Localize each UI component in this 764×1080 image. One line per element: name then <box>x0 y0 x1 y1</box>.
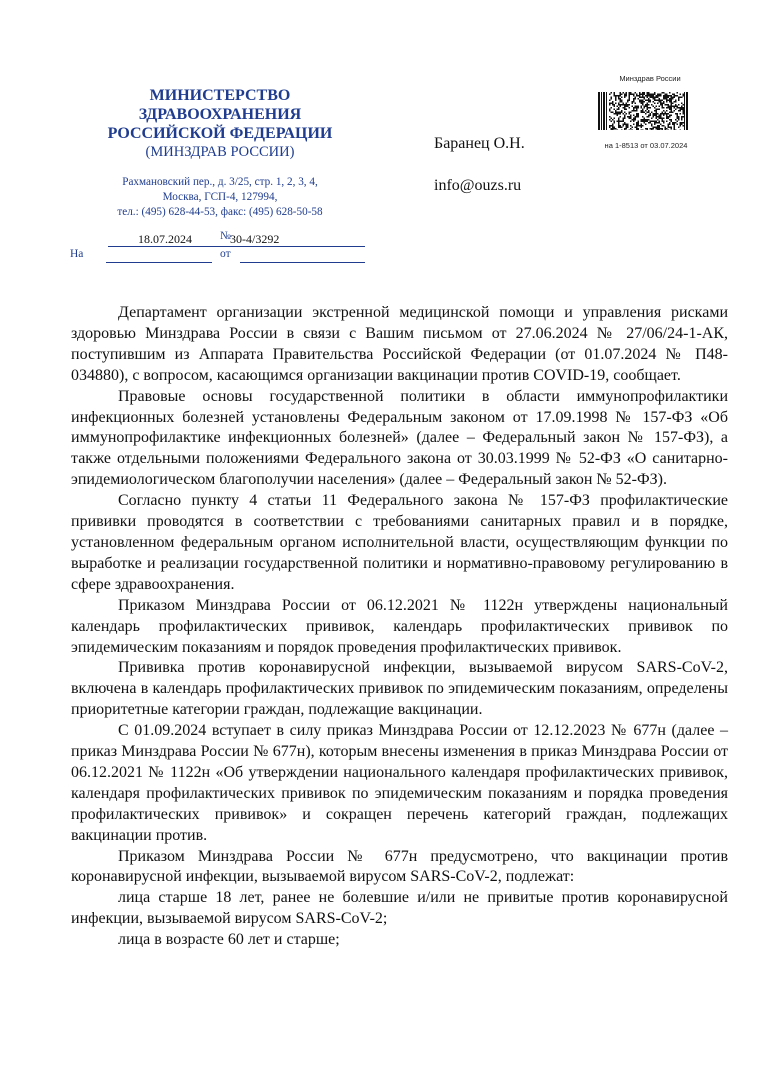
barcode-image <box>598 92 688 130</box>
letter-body <box>71 303 728 951</box>
number-label: № <box>220 230 231 242</box>
from-label: от <box>220 248 231 260</box>
body-paragraph: С 01.09.2024 вступает в силу приказ Минздрава России от 12.12.2023 № 677н (далее – приказ Минздрава России № 677н), которым внесены изменения в приказ Минздрава России от 06.12.2021 № 1122н «Об утверждении национального календаря профилактических прививок, календаря профилактических прививок по эпидемическим показаниям и порядка проведения профилактических прививок» и сокращен перечень категорий граждан, подлежащих вакцинации против. <box>71 722 728 844</box>
in-reply-underline <box>106 262 212 263</box>
stamp-incoming-number: на 1-8513 от 03.07.2024 <box>604 141 688 150</box>
body-paragraph: Департамент организации экстренной медицинской помощи и управления рисками здоровью Минздрава России в связи с Вашим письмом от 27.06.2024 № 27/06/24-1-АК, поступившим из Аппарата Правительства Российской Федерации (от 01.07.2024 № П48-034880), с вопросом, касающимся организации вакцинации против COVID-19, сообщает. <box>71 304 728 384</box>
body-paragraph: лица старше 18 лет, ранее не болевшие и/или не привитые против коронавирусной инфекции, вызываемой вирусом SARS-CoV-2; <box>71 889 728 928</box>
ministry-name-line: ЗДРАВООХРАНЕНИЯ <box>138 106 302 123</box>
in-reply-label: На <box>70 248 84 260</box>
body-paragraph: Приказом Минздрава России от 06.12.2021 № 1122н утверждены национальный календарь профилактических прививок, календарь профилактических прививок по эпидемическим показаниям и порядок проведения профилактических прививок. <box>71 596 728 656</box>
recipient-name: Баранец О.Н. <box>434 135 525 152</box>
recipient-block <box>434 134 525 196</box>
number-underline <box>220 246 365 247</box>
registration-date: 18.07.2024 <box>138 232 192 246</box>
body-paragraph: Прививка против коронавирусной инфекции, вызываемой вирусом SARS-CoV-2, включена в календарь профилактических прививок по эпидемическим показаниям, определены приоритетные категории граждан, подлежащие вакцинации. <box>71 659 728 719</box>
registration-number: 30-4/3292 <box>230 232 280 246</box>
address-line: тел.: (495) 628-44-53, факс: (495) 628-50-58 <box>117 206 323 218</box>
body-paragraph: Приказом Минздрава России № 677н предусмотрено, что вакцинации против коронавирусной инфекции, вызываемой вирусом SARS-CoV-2, подлежат: <box>71 847 728 886</box>
body-paragraph: лица в возрасте 60 лет и старше; <box>118 931 340 949</box>
stamp-organization: Минздрав России <box>619 74 681 83</box>
body-paragraph: Согласно пункту 4 статьи 11 Федерального закона № 157-ФЗ профилактические прививки проводятся в соответствии с требованиями санитарных правил и в порядке, установленном федеральным органом исполнительной власти, осуществляющим функции по выработке и реализации государственной политики и нормативно-правовому регулированию в сфере здравоохранения. <box>71 492 728 593</box>
ministry-abbreviation: (МИНЗДРАВ РОССИИ) <box>145 144 295 160</box>
from-underline <box>240 262 365 263</box>
body-paragraph: Правовые основы государственной политики в области иммунопрофилактики инфекционных болезней установлены Федеральным законом от 17.09.1998 № 157-ФЗ «Об иммунопрофилактике инфекционных болезней» (далее – Федеральный закон № 157-ФЗ), а также отдельными положениями Федерального закона от 30.03.1999 № 52-ФЗ «О санитарно-эпидемиологическом благополучии населения» (далее – Федеральный закон № 52-ФЗ). <box>71 387 728 489</box>
ministry-letterhead <box>100 86 340 220</box>
recipient-email: info@ouzs.ru <box>434 177 522 194</box>
registration-stamp <box>590 74 702 150</box>
registration-block <box>70 230 370 266</box>
ministry-address <box>100 175 340 220</box>
ministry-name-line: МИНИСТЕРСТВО <box>149 87 291 104</box>
address-line: Москва, ГСП-4, 127994, <box>162 191 278 203</box>
ministry-name-line: РОССИЙСКОЙ ФЕДЕРАЦИИ <box>107 125 333 142</box>
address-line: Рахмановский пер., д. 3/25, стр. 1, 2, 3, 4, <box>122 176 318 188</box>
